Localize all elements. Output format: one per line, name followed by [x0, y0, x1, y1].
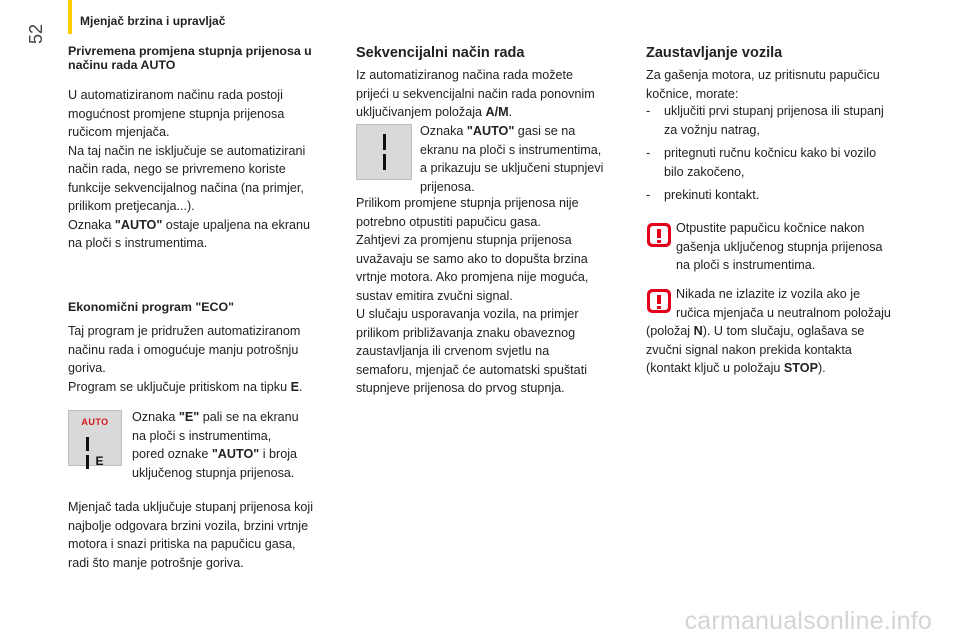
note-sequential: Oznaka "AUTO" gasi se na ekranu na ploči s instrumentima, a prikazuju se uključeni stupnjevi prijenosa.	[420, 124, 604, 194]
paragraph-sequential-body: Prilikom promjene stupnja prijenosa nije potrebno otpustiti papučicu gasa. Zahtjevi za promjenu stupnja prijenosa uvažavaju se samo ako to dopušta brzina vrtnje motora. Ako promjena nije moguća, sustav emitira zvučni signal. U slučaju usporavanja vozila, na primjer prilikom približavanja znaku obaveznog zaustavljanja ili crvenom svjetlu na semaforu, mjenjač će automatski spuštati stupnjeve prijenosa do prvog stupnja.	[356, 196, 589, 395]
warning-exclamation-icon	[646, 222, 672, 248]
gear-indicator-icon	[356, 124, 412, 180]
paragraph-final: Mjenjač tada uključuje stupanj prijenosa koji najbolje odgovara brzini vozila, brzini vrtnje motora i snazi pritiska na papučicu gasa, radi što manje potrošnje goriva.	[68, 500, 314, 570]
column-right	[646, 44, 921, 375]
list-item: - prekinuti kontakt.	[646, 188, 760, 202]
heading-eco: Ekonomični program "ECO"	[68, 300, 234, 314]
paragraph-eco: Taj program je pridružen automatiziranom načinu rada i omogućuje manju potrošnju goriva. Program se uključuje pritiskom na tipku E.	[68, 324, 303, 394]
list-item: - pritegnuti ručnu kočnicu kako bi vozilo bilo zakočeno,	[646, 146, 877, 179]
warning-neutral-position: Nikada ne izlazite iz vozila ako je ručica mjenjača u neutralnom položaju (položaj N). U tom slučaju, oglašava se zvučni signal nakon prekida kontakta (kontakt ključ u položaju STOP).	[646, 287, 891, 375]
paragraph-sequential-intro: Iz automatiziranog načina rada možete prijeći u sekvencijalni način rada ponovnim uključivanjem položaja A/M.	[356, 68, 595, 119]
watermark: carmanualsonline.info	[684, 607, 932, 635]
header-accent-bar	[68, 0, 72, 34]
heading-stopping: Zaustavljanje vozila	[646, 45, 783, 61]
heading-sequential: Sekvencijalni način rada	[356, 45, 525, 61]
warning-release-brake: Otpustite papučicu kočnice nakon gašenja uključenog stupnja prijenosa na ploči s instrumentima.	[676, 221, 883, 272]
eco-e-label: E	[95, 454, 104, 468]
heading-temporary-change: Privremena promjena stupnja prijenosa u načinu rada AUTO	[68, 44, 312, 72]
list-item: - uključiti prvi stupanj prijenosa ili stupanj za vožnju natrag,	[646, 104, 884, 137]
section-title: Mjenjač brzina i upravljač	[80, 14, 226, 28]
column-middle	[356, 44, 628, 395]
column-left	[68, 44, 338, 570]
paragraph-intro: U automatiziranom načinu rada postoji mogućnost promjene stupnja prijenosa ručicom mjenjača. Na taj način ne isključuje se automatizirani način rada, nego se privremeno koriste funkcije sekvencijalnog načina (na primjer, prilikom pretjecanja...). Oznaka "AUTO" ostaje upaljena na ekranu na ploči s instrumentima.	[68, 88, 311, 250]
auto-label: AUTO	[81, 417, 109, 427]
paragraph-stopping-intro: Za gašenja motora, uz pritisnutu papučicu kočnice, morate:	[646, 68, 880, 101]
page-number: 52	[26, 23, 46, 44]
auto-eco-indicator-icon	[68, 410, 122, 466]
note-eco: Oznaka "E" pali se na ekranu na ploči s instrumentima, pored oznake "AUTO" i broja uključenog stupnja prijenosa.	[132, 410, 299, 480]
stopping-list	[646, 102, 921, 205]
